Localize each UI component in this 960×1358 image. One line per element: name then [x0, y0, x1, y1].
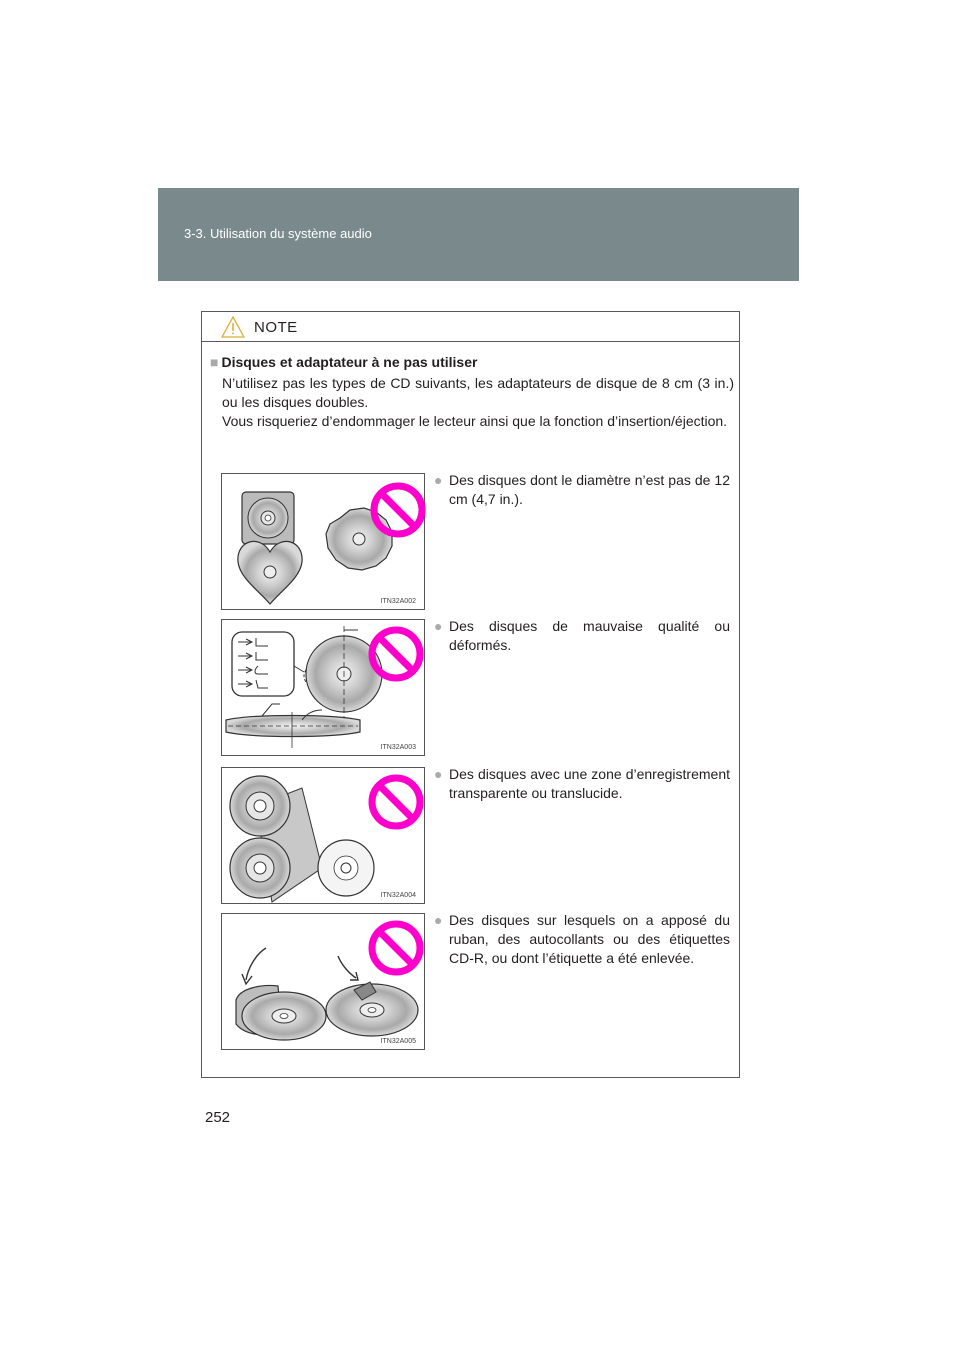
warning-icon	[221, 316, 245, 338]
list-item-text: Des disques de mauvaise qualité ou déformés.	[449, 618, 730, 653]
list-item-odd-diameter	[434, 471, 730, 509]
prohibited-icon	[372, 630, 420, 678]
list-item-taped	[434, 911, 730, 968]
list-item-text: Des disques sur lesquels on a apposé du ruban, des autocollants ou des étiquettes CD-R, ou dont l’étiquette a été enlevée.	[449, 912, 730, 966]
note-label: NOTE	[254, 319, 298, 336]
note-box	[201, 311, 740, 1078]
subsection-title-text: Disques et adaptateur à ne pas utiliser	[221, 354, 478, 370]
subsection-title	[210, 354, 477, 370]
intro-paragraph-1: N’utilisez pas les types de CD suivants, les adaptateurs de disque de 8 cm (3 in.) ou les disques doubles.	[222, 375, 734, 410]
header-band	[158, 188, 799, 281]
prohibited-icon	[374, 486, 422, 534]
list-item-transparent	[434, 765, 730, 803]
figure-code: ITN32A002	[380, 598, 416, 605]
figure-taped-discs	[221, 913, 425, 1050]
square-marker: ■	[210, 354, 219, 370]
figure-deformed-discs	[221, 619, 425, 756]
bullet-marker: ●	[434, 912, 443, 928]
figure-odd-shaped-discs	[221, 473, 425, 610]
prohibited-icon	[372, 924, 420, 972]
intro-text	[222, 374, 734, 431]
figure-code: ITN32A004	[380, 892, 416, 899]
list-item-text: Des disques dont le diamètre n’est pas de 12 cm (4,7 in.).	[449, 472, 730, 507]
figure-code: ITN32A003	[380, 744, 416, 751]
section-title: 3-3. Utilisation du système audio	[184, 226, 372, 241]
prohibited-icon	[372, 778, 420, 826]
list-item-text: Des disques avec une zone d’enregistrement transparente ou translucide.	[449, 766, 730, 801]
bullet-marker: ●	[434, 472, 443, 488]
page-number: 252	[205, 1109, 231, 1126]
list-item-deformed	[434, 617, 730, 655]
figure-code: ITN32A005	[380, 1038, 416, 1045]
figure-transparent-discs	[221, 767, 425, 904]
bullet-marker: ●	[434, 618, 443, 634]
bullet-marker: ●	[434, 766, 443, 782]
intro-paragraph-2: Vous risqueriez d’endommager le lecteur ainsi que la fonction d’insertion/éjection.	[222, 413, 728, 429]
note-header	[202, 312, 739, 342]
